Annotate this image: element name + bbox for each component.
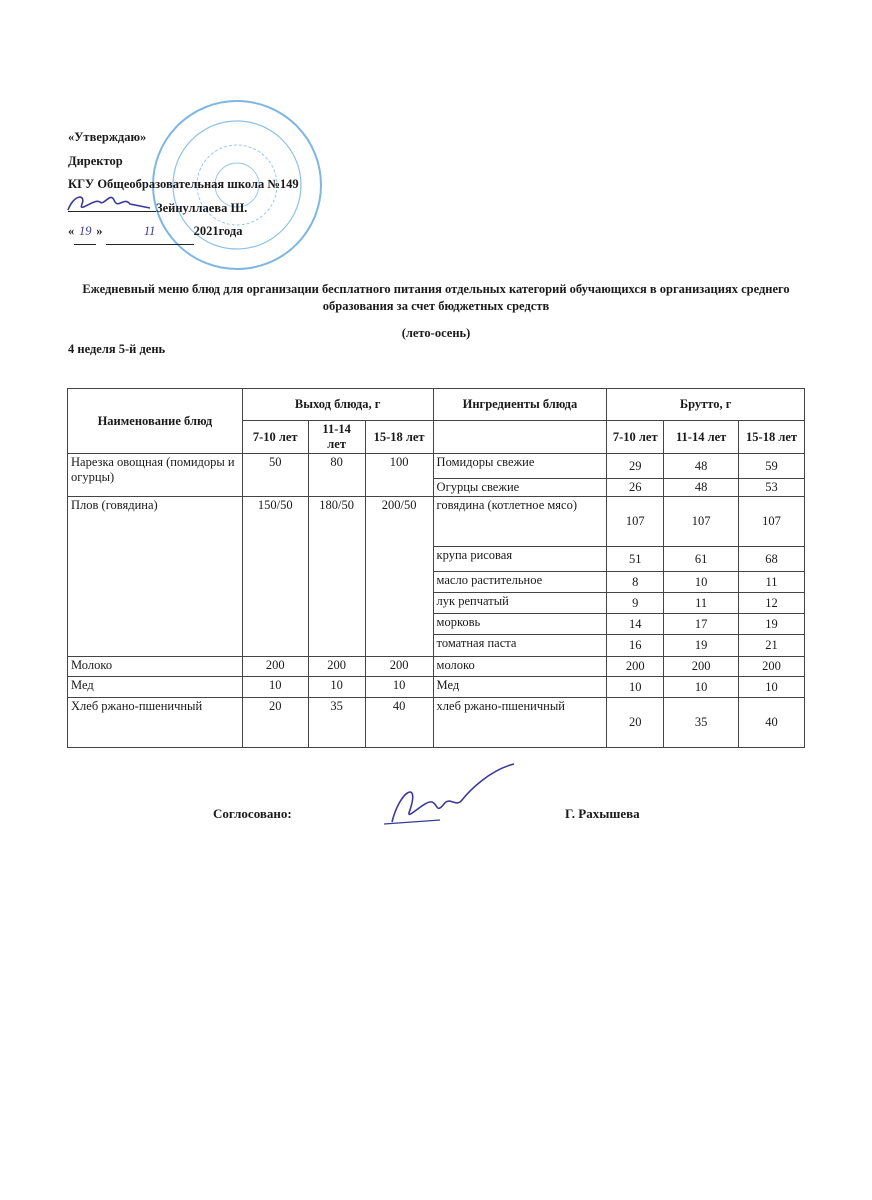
dish-output-age3: 40 [365,698,433,748]
dish-output-age3: 100 [365,454,433,497]
ingredient-name: хлеб ржано-пшеничный [433,698,607,748]
gross-age2: 48 [664,479,739,497]
season: (лето-осень) [401,326,471,340]
gross-age2: 200 [664,657,739,677]
approval-block [68,126,299,245]
dish-output-age1: 20 [242,698,308,748]
week-day: 4 неделя 5-й день [68,342,166,356]
gross-age3: 10 [739,677,805,698]
agreed-label: Соглосовано: [213,806,292,821]
dish-output-age1: 50 [242,454,308,497]
gross-age1: 26 [607,479,664,497]
dish-output-age2: 180/50 [308,497,365,657]
gross-age3: 53 [739,479,805,497]
header-ingredients: Ингредиенты блюда [433,389,607,421]
dish-output-age3: 200/50 [365,497,433,657]
header-gross-age2: 11-14 лет [664,421,739,454]
header-output-age2: 11-14 лет [308,421,365,454]
gross-age3: 40 [739,698,805,748]
gross-age1: 20 [607,698,664,748]
gross-age3: 12 [739,593,805,614]
table-row [68,497,805,547]
agreed-signature [380,760,520,830]
ingredient-name: крупа рисовая [433,547,607,572]
table-row [68,677,805,698]
table-row [68,657,805,677]
gross-age2: 10 [664,572,739,593]
document-title: Ежедневный меню блюд для организации бесплатного питания отдельных категорий обучающихся в организациях среднего образования за счет бюджетных средств [82,282,790,313]
header-gross-age3: 15-18 лет [739,421,805,454]
gross-age3: 200 [739,657,805,677]
approval-date: « 19 » 11 2021года [68,220,299,245]
header-output-age3: 15-18 лет [365,421,433,454]
gross-age3: 11 [739,572,805,593]
agreed-name: Г. Рахышева [565,806,640,821]
gross-age2: 35 [664,698,739,748]
ingredient-name: говядина (котлетное мясо) [433,497,607,547]
position: Директор [68,153,123,168]
header-output: Выход блюда, г [242,389,433,421]
organization: КГУ Общеобразовательная школа №149 [68,177,299,191]
gross-age1: 200 [607,657,664,677]
approved-label: «Утверждаю» [68,130,147,144]
dish-name: Нарезка овощная (помидоры и огурцы) [68,454,243,497]
gross-age2: 17 [664,614,739,635]
director-signature [64,190,154,220]
ingredient-name: морковь [433,614,607,635]
table-row [68,454,805,479]
gross-age2: 11 [664,593,739,614]
ingredient-name: масло растительное [433,572,607,593]
gross-age1: 29 [607,454,664,479]
dish-name: Хлеб ржано-пшеничный [68,698,243,748]
dish-name: Мед [68,677,243,698]
dish-output-age1: 10 [242,677,308,698]
gross-age1: 8 [607,572,664,593]
ingredient-name: молоко [433,657,607,677]
header-gross-age1: 7-10 лет [607,421,664,454]
gross-age1: 10 [607,677,664,698]
gross-age3: 107 [739,497,805,547]
gross-age3: 21 [739,635,805,657]
date-month: 11 [106,220,194,245]
gross-age1: 51 [607,547,664,572]
dish-output-age1: 200 [242,657,308,677]
ingredient-name: томатная паста [433,635,607,657]
table-row [68,698,805,748]
gross-age1: 9 [607,593,664,614]
dish-output-age2: 200 [308,657,365,677]
gross-age1: 16 [607,635,664,657]
dish-output-age2: 10 [308,677,365,698]
dish-name: Плов (говядина) [68,497,243,657]
signatory-name: Зейнуллаева Ш. [156,200,248,215]
dish-output-age2: 35 [308,698,365,748]
dish-name: Молоко [68,657,243,677]
header-gross: Брутто, г [607,389,805,421]
gross-age2: 107 [664,497,739,547]
gross-age2: 61 [664,547,739,572]
dish-output-age3: 200 [365,657,433,677]
date-day: 19 [74,220,96,245]
menu-table [67,388,805,748]
gross-age2: 10 [664,677,739,698]
dish-output-age1: 150/50 [242,497,308,657]
gross-age3: 68 [739,547,805,572]
ingredient-name: Мед [433,677,607,698]
ingredient-name: лук репчатый [433,593,607,614]
gross-age2: 19 [664,635,739,657]
dish-output-age2: 80 [308,454,365,497]
header-output-age1: 7-10 лет [242,421,308,454]
header-dish-name: Наименование блюд [68,389,243,454]
header-ingredients-empty [433,421,607,454]
ingredient-name: Огурцы свежие [433,479,607,497]
gross-age2: 48 [664,454,739,479]
dish-output-age3: 10 [365,677,433,698]
gross-age1: 107 [607,497,664,547]
gross-age1: 14 [607,614,664,635]
gross-age3: 59 [739,454,805,479]
gross-age3: 19 [739,614,805,635]
ingredient-name: Помидоры свежие [433,454,607,479]
date-year: 2021года [193,224,243,238]
